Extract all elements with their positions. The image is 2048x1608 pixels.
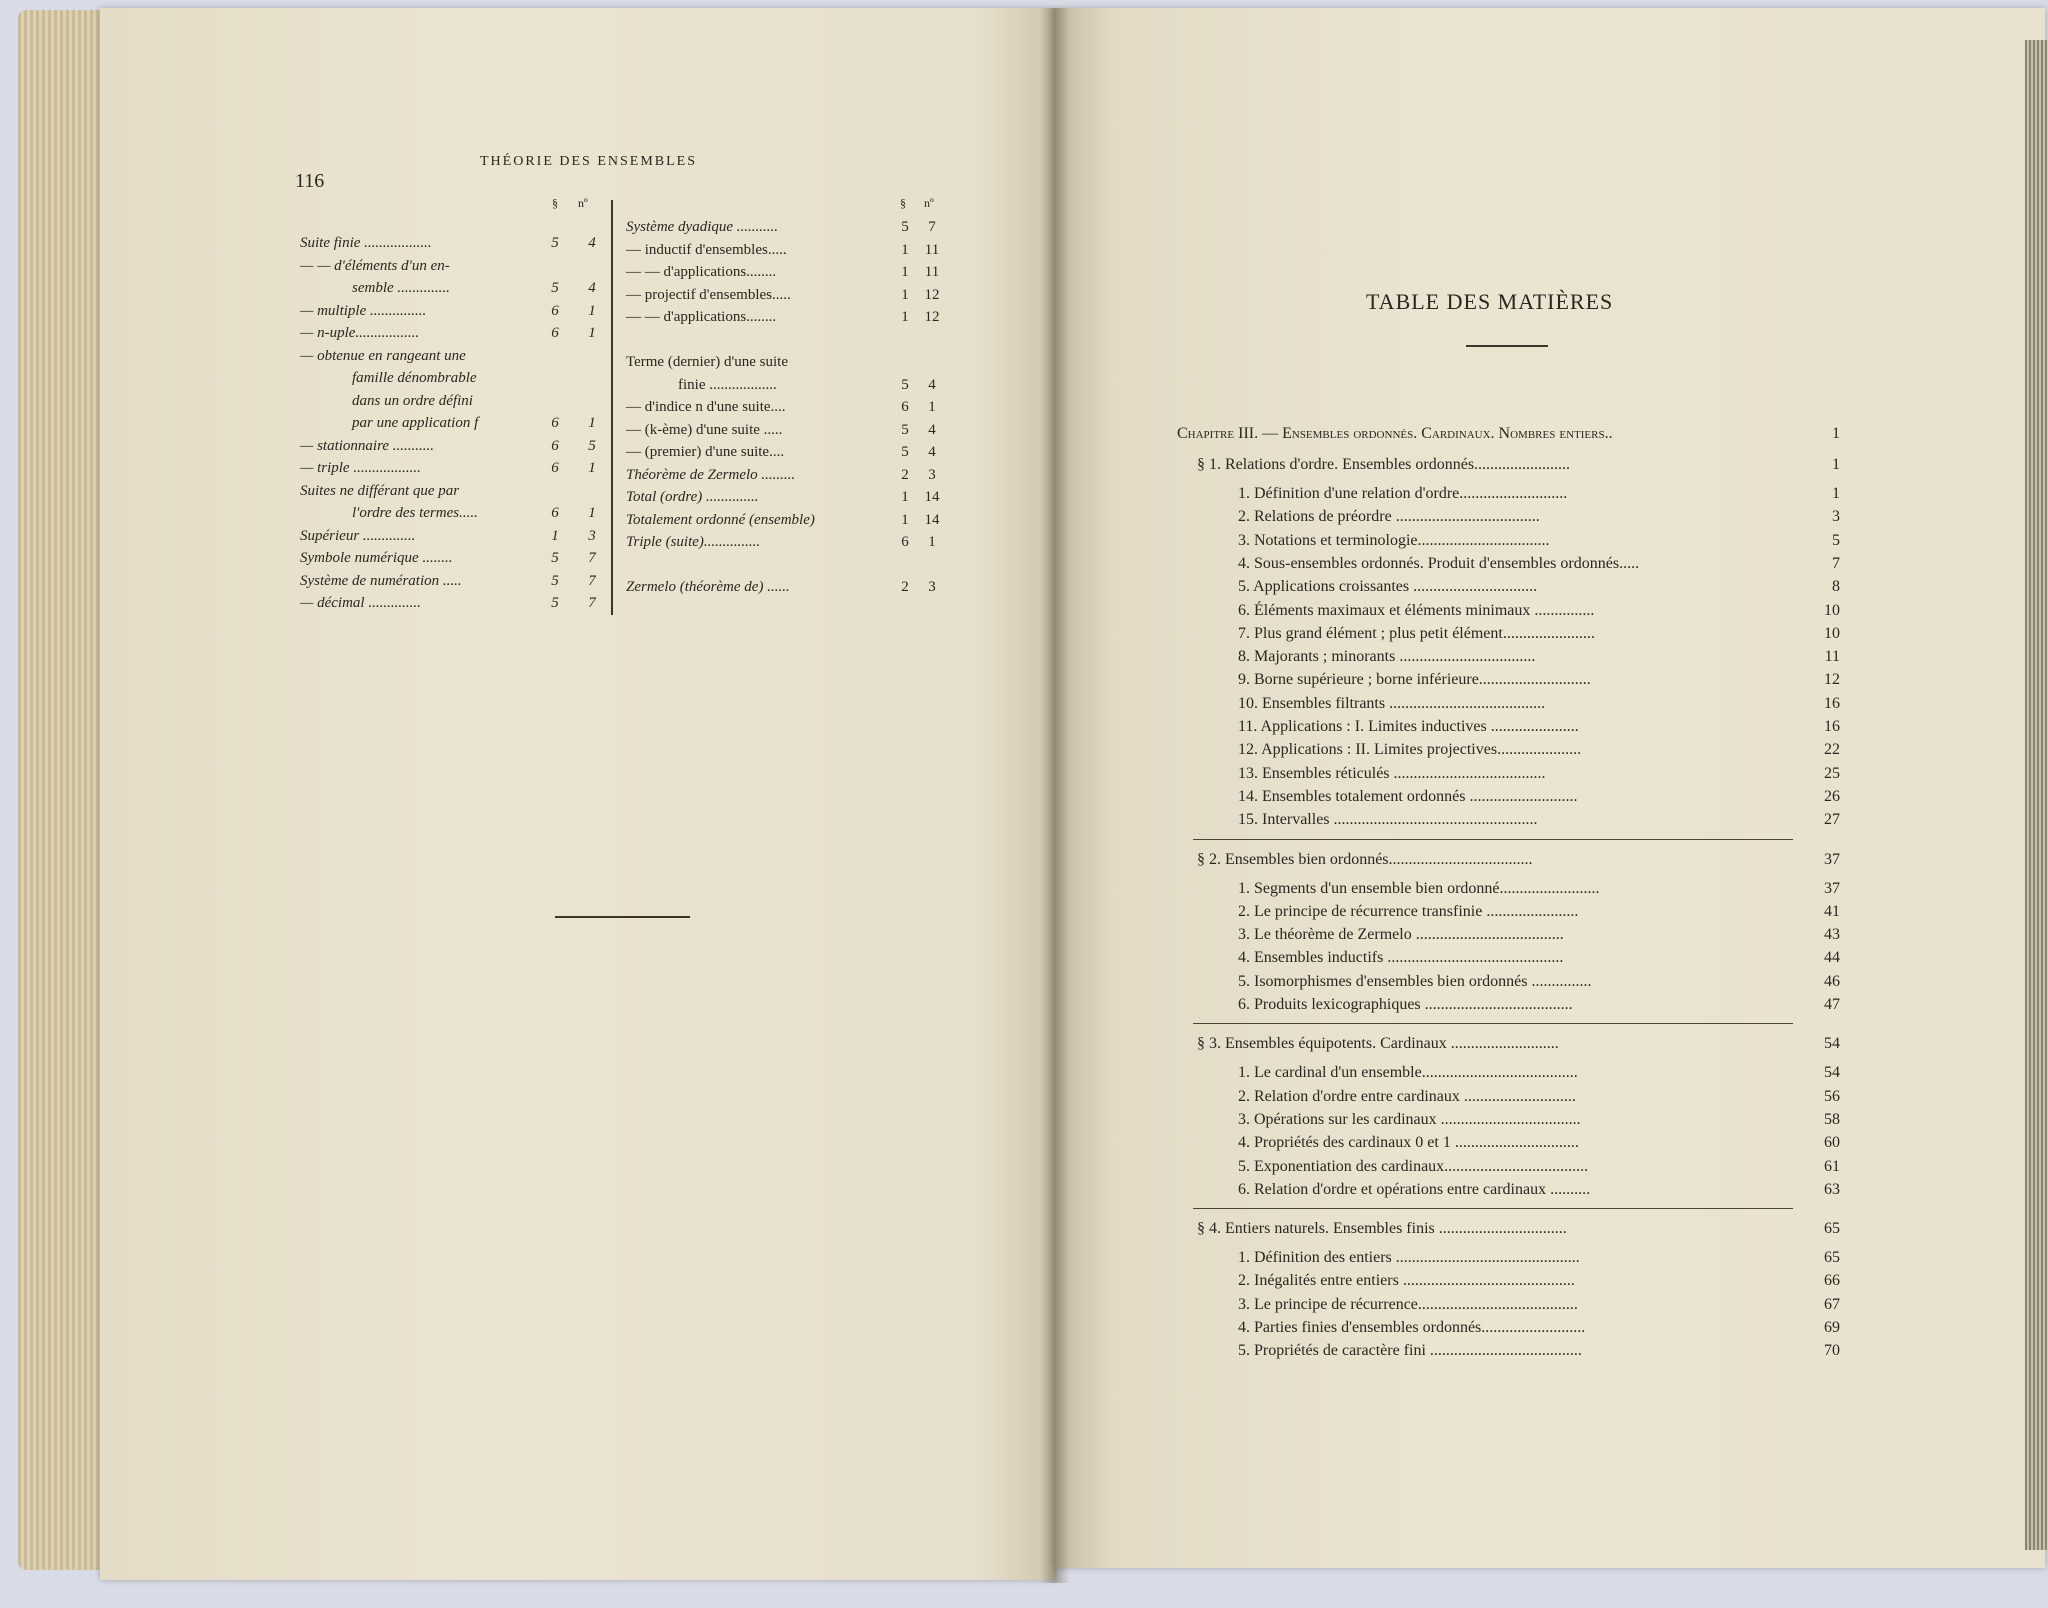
section-separator (1193, 1208, 1793, 1209)
index-entry-number: 5 (588, 437, 596, 454)
toc-item-label: 5. Applications croissantes ............................... (1238, 578, 1538, 596)
index-entry (626, 261, 956, 284)
toc-item-page: 70 (1824, 1342, 1840, 1360)
index-entry-text: — stationnaire ........... (300, 437, 435, 454)
index-entry-number: 4 (928, 421, 936, 438)
toc-item-page: 65 (1824, 1249, 1840, 1267)
number-col-header-2: nº (924, 196, 934, 210)
index-entry (626, 486, 956, 509)
index-entry-section: 6 (901, 399, 909, 415)
index-entry-section: 6 (551, 302, 559, 319)
index-entry-section: 5 (901, 376, 909, 393)
toc-item-label: 4. Ensembles inductifs ............................................ (1238, 949, 1564, 967)
index-entry (300, 457, 600, 480)
index-entry-text: — n-uple................. (300, 325, 420, 341)
toc-item-label: 13. Ensembles réticulés ...................................... (1238, 764, 1546, 782)
index-entry (626, 284, 956, 307)
index-entry-text: Théorème de Zermelo ......... (626, 466, 796, 483)
index-entry (300, 412, 600, 435)
index-entry (300, 300, 600, 323)
toc-section-page: 65 (1824, 1220, 1840, 1238)
number-col-header: nº (578, 196, 588, 210)
index-entry-text: l'ordre des termes..... (352, 505, 478, 521)
index-entry-text: — — d'applications........ (626, 264, 777, 280)
index-entry (300, 390, 600, 413)
toc-item-label: 6. Produits lexicographiques ..................................... (1238, 996, 1573, 1013)
index-entry-number: 1 (928, 399, 936, 415)
index-entry-text: Système de numération ..... (300, 572, 462, 589)
index-column-left (300, 232, 600, 615)
toc-item-page: 56 (1824, 1087, 1840, 1105)
index-entry-text: — décimal .............. (300, 595, 421, 611)
toc-item-page: 27 (1824, 811, 1840, 829)
index-entry-text: finie .................. (678, 376, 777, 393)
index-entry (626, 329, 956, 352)
toc-item-label: 15. Intervalles ................................................... (1238, 811, 1538, 829)
toc-item-label: 12. Applications : II. Limites projectives..................... (1238, 741, 1582, 759)
index-entry-section: 6 (551, 505, 559, 521)
index-entry-number: 7 (588, 572, 596, 589)
index-column-right (626, 216, 956, 599)
index-entry-number: 1 (588, 505, 596, 521)
index-entry (626, 396, 956, 419)
index-entry-text: — multiple ............... (300, 302, 427, 319)
toc-item-label: 4. Parties finies d'ensembles ordonnés.......................... (1238, 1319, 1586, 1336)
toc-item-page: 47 (1824, 996, 1840, 1013)
toc-item-page: 8 (1832, 578, 1840, 596)
index-entry-number: 1 (928, 534, 936, 550)
index-entry-section: 6 (551, 437, 559, 454)
toc-item-label: 2. Relation d'ordre entre cardinaux ............................ (1238, 1087, 1576, 1105)
toc-item-page: 10 (1824, 601, 1840, 619)
toc-item-label: 4. Propriétés des cardinaux 0 et 1 ............................... (1238, 1134, 1579, 1152)
toc-item-label: 3. Notations et terminologie................................. (1238, 531, 1550, 549)
index-entry-section: 5 (551, 235, 559, 251)
toc-item-label: 1. Segments d'un ensemble bien ordonné......................... (1238, 879, 1600, 897)
index-entry-text: — inductif d'ensembles..... (626, 241, 787, 258)
index-entry-number: 1 (588, 302, 596, 319)
index-entry (626, 554, 956, 577)
index-entry-text: Triple (suite)............... (626, 534, 761, 550)
index-entry-text: dans un ordre défini (352, 392, 473, 409)
index-entry-text: — — d'applications........ (626, 309, 777, 325)
index-entry (626, 531, 956, 554)
toc-item-label: 8. Majorants ; minorants .................................. (1238, 648, 1536, 666)
index-entry-text: Suites ne différant que par (300, 482, 460, 499)
toc-item-label: 14. Ensembles totalement ordonnés ........................... (1238, 787, 1578, 805)
index-entry (300, 255, 600, 278)
index-entry-section: 2 (901, 466, 909, 483)
index-entry (626, 239, 956, 262)
index-entry-section: 5 (551, 572, 559, 589)
index-entry (626, 351, 956, 374)
toc-item-page: 61 (1824, 1157, 1840, 1175)
toc-item-label: 3. Le théorème de Zermelo ..................................... (1238, 926, 1564, 944)
index-entry-section: 1 (901, 489, 909, 505)
toc-item-label: 1. Définition des entiers .............................................. (1238, 1249, 1580, 1267)
toc-item-label: 4. Sous-ensembles ordonnés. Produit d'ensembles ordonnés..... (1238, 554, 1640, 572)
index-entry-section: 5 (551, 280, 559, 296)
index-entry-text: — triple .................. (300, 460, 421, 476)
index-entry-number: 14 (924, 489, 940, 505)
index-entry-section: 1 (551, 527, 559, 544)
index-entry-section: 5 (901, 421, 909, 438)
index-entry-number: 3 (588, 527, 596, 544)
index-entry-section: 1 (901, 309, 909, 325)
index-entry-number: 11 (924, 264, 940, 280)
index-entry-section: 1 (901, 241, 909, 258)
index-entry (300, 570, 600, 593)
index-entry (300, 502, 600, 525)
toc-item-page: 11 (1824, 648, 1840, 666)
index-entry-text: famille dénombrable (352, 370, 477, 386)
index-entry-number: 4 (928, 376, 936, 393)
index-entry-number: 3 (928, 466, 936, 483)
index-entry-text: Supérieur .............. (300, 527, 416, 544)
toc-section-label: § 4. Entiers naturels. Ensembles finis ................................ (1197, 1220, 1567, 1238)
toc-item-label: 2. Inégalités entre entiers ........................................... (1238, 1272, 1575, 1290)
toc-item-page: 1 (1832, 485, 1840, 502)
toc-section-page: 1 (1832, 456, 1840, 473)
index-entry-text: Système dyadique ........... (626, 219, 779, 235)
index-entry-number: 4 (928, 444, 936, 460)
index-entry-section: 6 (551, 460, 559, 476)
index-entry-section: 1 (901, 264, 909, 280)
index-entry-number: 4 (588, 280, 596, 296)
index-entry-number: 4 (588, 235, 596, 251)
toc-title: TABLE DES MATIÈRES (1366, 289, 1614, 314)
column-divider (611, 200, 613, 615)
index-entry-number: 1 (588, 460, 596, 476)
index-entry-number: 3 (928, 579, 936, 595)
toc-item-page: 7 (1832, 554, 1840, 572)
toc-item-page: 26 (1824, 787, 1840, 805)
index-entry-number: 7 (588, 550, 596, 566)
index-entry-section: 5 (901, 219, 909, 235)
toc-item-page: 54 (1824, 1064, 1840, 1082)
index-entry-text: — d'indice n d'une suite.... (626, 399, 786, 415)
index-entry (626, 306, 956, 329)
index-entry-text: Totalement ordonné (ensemble) (626, 511, 815, 528)
toc-item-page: 25 (1824, 764, 1840, 782)
section-col-header-2: § (900, 196, 906, 210)
toc-item-label: 1. Le cardinal d'un ensemble....................................... (1238, 1064, 1578, 1082)
toc-item-label: 5. Exponentiation des cardinaux.................................... (1238, 1157, 1589, 1175)
toc-item-page: 67 (1824, 1295, 1840, 1313)
index-entry-text: Suite finie .................. (300, 235, 432, 251)
index-entry-section: 6 (901, 534, 909, 550)
index-entry (300, 345, 600, 368)
index-entry (626, 216, 956, 239)
toc-item-page: 16 (1824, 694, 1840, 712)
toc-item-label: 2. Relations de préordre .................................... (1238, 508, 1540, 526)
index-entry (300, 435, 600, 458)
toc-item-label: 1. Définition d'une relation d'ordre........................... (1238, 485, 1568, 502)
index-entry-section: 5 (551, 595, 559, 611)
toc-item-page: 60 (1824, 1134, 1840, 1152)
toc-item-page: 44 (1824, 949, 1840, 967)
index-entry (300, 547, 600, 570)
toc-chapter-label: Chapitre III. — Ensembles ordonnés. Cardinaux. Nombres entiers.. (1177, 425, 1613, 442)
toc-item-page: 66 (1824, 1272, 1840, 1290)
toc-item-page: 63 (1824, 1180, 1840, 1198)
toc-chapter-page: 1 (1832, 425, 1840, 442)
index-entry-text: semble .............. (352, 280, 450, 296)
index-entry (626, 374, 956, 397)
toc-section-page: 37 (1824, 850, 1840, 868)
index-entry (626, 576, 956, 599)
toc-section-label: § 2. Ensembles bien ordonnés.................................... (1197, 850, 1533, 868)
index-entry-text: — — d'éléments d'un en- (300, 257, 450, 274)
index-entry-text: — obtenue en rangeant une (300, 347, 466, 364)
index-entry (300, 592, 600, 615)
index-entry (300, 525, 600, 548)
toc-item-label: 2. Le principe de récurrence transfinie ....................... (1238, 902, 1579, 920)
index-entry-text: par une application f (352, 415, 479, 431)
index-entry-section: 2 (901, 579, 909, 595)
toc-item-label: 9. Borne supérieure ; borne inférieure............................ (1238, 671, 1591, 689)
toc-section-page: 54 (1824, 1035, 1840, 1053)
index-entry-text: Terme (dernier) d'une suite (626, 354, 788, 370)
index-entry-section: 1 (901, 511, 909, 528)
index-entry-number: 1 (588, 415, 596, 431)
page-edges-right (2025, 40, 2047, 1550)
end-rule (555, 916, 690, 918)
index-entry (626, 509, 956, 532)
toc-item-page: 12 (1824, 671, 1840, 689)
toc-item-label: 6. Éléments maximaux et éléments minimaux ............... (1238, 601, 1595, 619)
index-entry-number: 1 (588, 325, 596, 341)
index-entry-section: 5 (551, 550, 559, 566)
index-entry (300, 322, 600, 345)
index-entry-number: 7 (588, 595, 596, 611)
toc-item-page: 3 (1832, 508, 1840, 526)
index-entry-number: 12 (924, 286, 940, 303)
toc-item-label: 5. Propriétés de caractère fini ...................................... (1238, 1342, 1582, 1360)
toc-item-label: 6. Relation d'ordre et opérations entre cardinaux .......... (1238, 1180, 1591, 1198)
index-entry-text: — (premier) d'une suite.... (626, 444, 785, 460)
page-number: 116 (295, 170, 325, 192)
section-separator (1193, 839, 1793, 840)
index-entry-text: Symbole numérique ........ (300, 550, 453, 566)
toc-item-label: 7. Plus grand élément ; plus petit élément....................... (1238, 624, 1595, 642)
running-head: THÉORIE DES ENSEMBLES (480, 154, 697, 169)
toc-item-page: 58 (1824, 1110, 1840, 1128)
toc-item-page: 10 (1824, 624, 1840, 642)
toc-section-label: § 3. Ensembles équipotents. Cardinaux ........................... (1197, 1035, 1559, 1053)
index-entry-section: 1 (901, 286, 909, 303)
index-entry-text: Zermelo (théorème de) ...... (626, 579, 790, 595)
toc-item-label: 5. Isomorphismes d'ensembles bien ordonnés ............... (1238, 972, 1592, 990)
index-entry (300, 367, 600, 390)
toc-item-page: 69 (1824, 1319, 1840, 1336)
toc-item-label: 11. Applications : I. Limites inductives ...................... (1238, 718, 1579, 735)
toc-item-label: 3. Le principe de récurrence........................................ (1238, 1295, 1578, 1313)
index-entry-number: 14 (924, 511, 940, 528)
index-entry (300, 232, 600, 255)
index-entry-text: — (k-ème) d'une suite ..... (626, 421, 783, 438)
section-col-header: § (552, 196, 558, 210)
toc-item-page: 43 (1824, 926, 1840, 944)
index-entry-section: 5 (901, 444, 909, 460)
index-entry-number: 11 (924, 241, 940, 258)
toc-item-page: 16 (1824, 718, 1840, 735)
index-entry-text: Total (ordre) .............. (626, 489, 759, 505)
index-entry (626, 441, 956, 464)
index-entry-section: 6 (551, 325, 559, 341)
toc-item-label: 10. Ensembles filtrants ....................................... (1238, 694, 1546, 712)
index-entry (300, 277, 600, 300)
toc-item-label: 3. Opérations sur les cardinaux ................................... (1238, 1110, 1581, 1128)
toc-section-label: § 1. Relations d'ordre. Ensembles ordonnés........................ (1197, 456, 1571, 473)
section-separator (1193, 1023, 1793, 1024)
toc-item-page: 22 (1824, 741, 1840, 759)
title-rule (1466, 345, 1548, 347)
index-entry (300, 480, 600, 503)
index-entry-number: 7 (928, 219, 936, 235)
toc-item-page: 5 (1832, 531, 1840, 549)
book-gutter (1040, 8, 1070, 1583)
index-entry (626, 464, 956, 487)
index-entry-number: 12 (924, 309, 940, 325)
toc-item-page: 41 (1824, 902, 1840, 920)
toc-item-page: 37 (1824, 879, 1840, 897)
toc-item-page: 46 (1824, 972, 1840, 990)
index-entry-text: — projectif d'ensembles..... (626, 286, 791, 303)
index-entry (626, 419, 956, 442)
index-entry-section: 6 (551, 415, 559, 431)
